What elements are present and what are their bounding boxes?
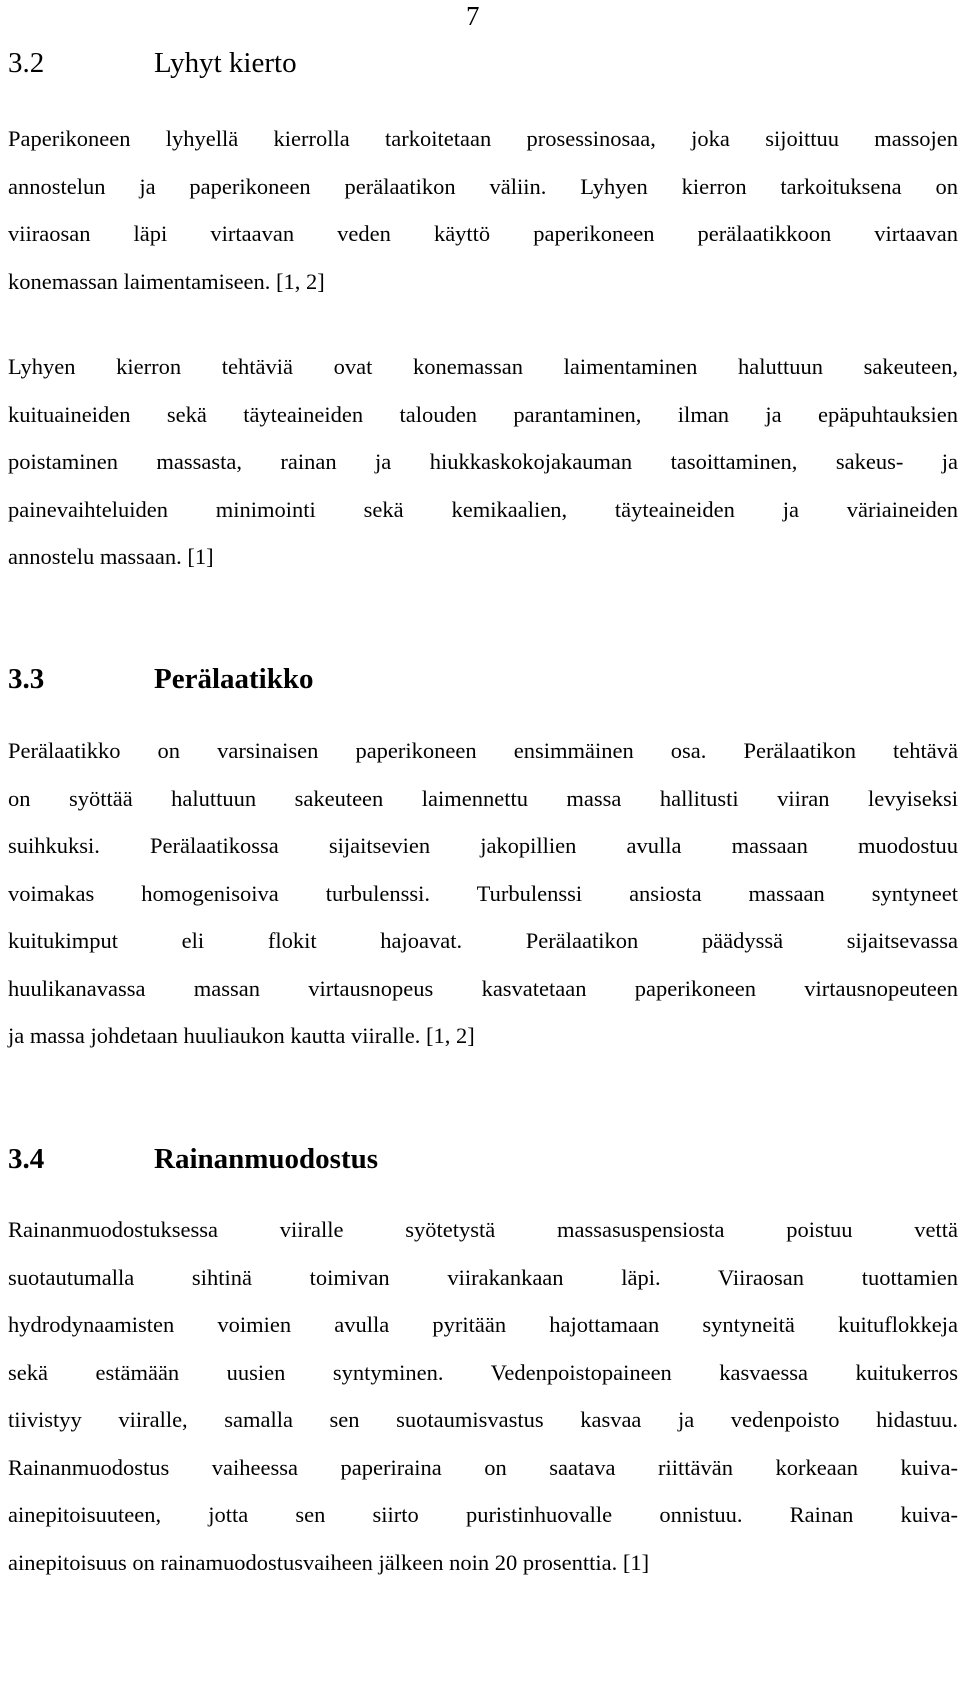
section-title: Perälaatikko: [154, 663, 314, 695]
text-line: suotautumalla sihtinä toimivan viirakankaan läpi. Viiraosan tuottamien: [8, 1264, 958, 1290]
text-line: Rainanmuodostuksessa viiralle syötetystä massasuspensiosta poistuu vettä: [8, 1217, 958, 1242]
text-line: suihkuksi. Perälaatikossa sijaitsevien jakopillien avulla massaan muodostuu: [8, 833, 958, 858]
section-heading-3-2: [8, 46, 297, 80]
text-line: huulikanavassa massan virtausnopeus kasvatetaan paperikoneen virtausnopeuteen: [8, 975, 958, 1001]
text-line: viiraosan läpi virtaavan veden käyttö paperikoneen perälaatikkoon virtaavan: [8, 221, 958, 246]
text-line: ainepitoisuuteen, jotta sen siirto puristinhuovalle onnistuu. Rainan kuiva-: [8, 1502, 958, 1527]
paragraph: [8, 343, 958, 581]
text-line: ja massa johdetaan huuliaukon kautta viiralle. [1, 2]: [8, 1023, 475, 1048]
paragraph: [8, 1206, 958, 1586]
text-line: annostelun ja paperikoneen perälaatikon väliin. Lyhyen kierron tarkoituksena on: [8, 173, 958, 199]
section-heading-3-3: [8, 662, 314, 696]
text-line: voimakas homogenisoiva turbulenssi. Turbulenssi ansiosta massaan syntyneet: [8, 880, 958, 906]
section-heading-3-4: [8, 1142, 378, 1176]
paragraph: [8, 727, 958, 1060]
section-title: Rainanmuodostus: [154, 1143, 379, 1175]
paragraph: [8, 115, 958, 305]
section-title: Lyhyt kierto: [154, 47, 297, 79]
text-line: Lyhyen kierron tehtäviä ovat konemassan laimentaminen haluttuun sakeuteen,: [8, 354, 958, 379]
page-number: 7: [466, 1, 480, 31]
text-line: tiivistyy viiralle, samalla sen suotaumisvastus kasvaa ja vedenpoisto hidastuu.: [8, 1407, 958, 1432]
section-number: 3.3: [8, 663, 45, 695]
text-line: kuituaineiden sekä täyteaineiden talouden parantaminen, ilman ja epäpuhtauksien: [8, 401, 958, 427]
text-line: poistaminen massasta, rainan ja hiukkaskokojakauman tasoittaminen, sakeus- ja: [8, 449, 958, 474]
text-line: painevaihteluiden minimointi sekä kemikaalien, täyteaineiden ja väriaineiden: [8, 496, 958, 522]
text-line: Rainanmuodostus vaiheessa paperiraina on saatava riittävän korkeaan kuiva-: [8, 1454, 958, 1480]
section-number: 3.2: [8, 47, 45, 79]
text-line: on syöttää haluttuun sakeuteen laimennettu massa hallitusti viiran levyiseksi: [8, 785, 958, 811]
text-line: konemassan laimentamiseen. [1, 2]: [8, 268, 325, 294]
text-line: hydrodynaamisten voimien avulla pyritään hajottamaan syntyneitä kuituflokkeja: [8, 1312, 958, 1337]
section-number: 3.4: [8, 1143, 45, 1175]
text-line: kuitukimput eli flokit hajoavat. Perälaatikon päädyssä sijaitsevassa: [8, 928, 958, 953]
text-line: ainepitoisuus on rainamuodostusvaiheen jälkeen noin 20 prosenttia. [1]: [8, 1549, 650, 1575]
text-line: Perälaatikko on varsinaisen paperikoneen ensimmäinen osa. Perälaatikon tehtävä: [8, 738, 958, 763]
text-line: annostelu massaan. [1]: [8, 544, 214, 569]
text-line: Paperikoneen lyhyellä kierrolla tarkoitetaan prosessinosaa, joka sijoittuu massojen: [8, 126, 958, 151]
text-line: sekä estämään uusien syntyminen. Vedenpoistopaineen kasvaessa kuitukerros: [8, 1359, 958, 1385]
